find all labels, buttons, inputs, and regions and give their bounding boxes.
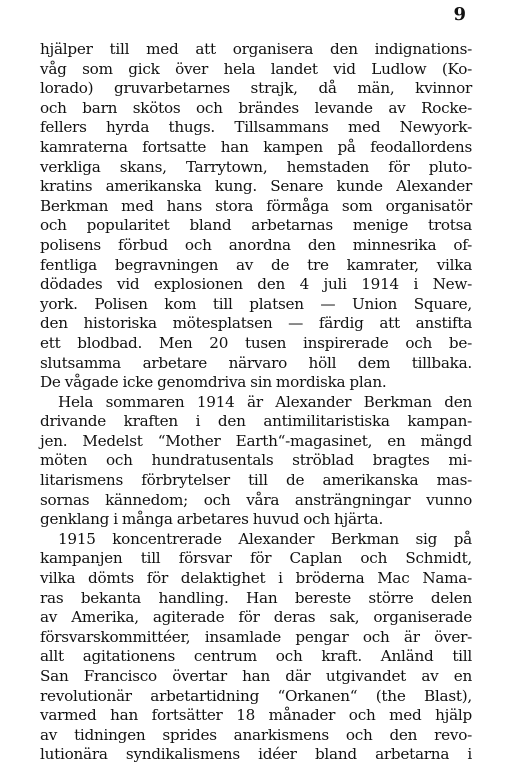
text-line: genklang i många arbetares huvud och hjärta. (40, 510, 384, 529)
text-line: litarismens förbrytelser till de amerikanska mas- (40, 471, 472, 490)
text-line: lorado) gruvarbetarnes strajk, då män, kvinnor (40, 79, 472, 98)
text-line: försvarskommittéer, insamlade pengar och är över- (40, 627, 472, 646)
text-line: kampanjen till försvar för Caplan och Schmidt, (40, 549, 472, 568)
text-line: våg som gick över hela landet vid Ludlow (Ko- (40, 59, 472, 78)
text-line: av tidningen sprides anarkismens och den revo- (40, 725, 472, 744)
text-line: 1915 koncentrerade Alexander Berkman sig på (58, 529, 472, 548)
text-line: den historiska mötesplatsen — färdig att anstifta (40, 314, 472, 333)
text-line: möten och hundratusentals ströblad bragtes mi- (40, 451, 472, 470)
text-line: ett blodbad. Men 20 tusen inspirerade och be- (40, 333, 472, 352)
text-line: jen. Medelst “Mother Earth“-magasinet, en mängd (40, 431, 472, 450)
text-line: drivande kraften i den antimilitaristiska kampan- (40, 412, 472, 431)
text-line: ras bekanta handling. Han bereste större delen (40, 588, 472, 607)
text-line: av Amerika, agiterade för deras sak, organiserade (40, 608, 472, 627)
text-line: San Francisco övertar han där utgivandet av en (40, 667, 472, 685)
text-line: Berkman med hans stora förmåga som organisatör (40, 196, 472, 215)
text-line: Hela sommaren 1914 är Alexander Berkman den (58, 392, 472, 411)
text-line: kamraterna fortsatte han kampen på feodallordens (40, 137, 472, 156)
text-line: york. Polisen kom till platsen — Union Square, (40, 294, 472, 313)
text-line: De vågade icke genomdriva sin mordiska plan. (40, 373, 387, 392)
text-line: sornas kännedom; och våra ansträngningar vunno (40, 490, 472, 509)
text-line: allt agitationens centrum och kraft. Anländ till (40, 647, 472, 666)
text-line: dödades vid explosionen den 4 juli 1914 i New- (40, 275, 472, 294)
page-number: 9 (453, 4, 466, 25)
text-line: revolutionär arbetartidning “Orkanen“ (the Blast), (40, 686, 472, 705)
text-line: och popularitet bland arbetarnas menige trotsa (40, 216, 472, 235)
text-line: verkliga skans, Tarrytown, hemstaden för pluto- (40, 157, 472, 176)
text-line: fentliga begravningen av de tre kamrater, vilka (40, 255, 472, 274)
text-line: vilka dömts för delaktighet i bröderna Mac Nama- (40, 569, 472, 588)
text-line: varmed han fortsätter 18 månader och med hjälp (40, 706, 472, 725)
body-text (40, 40, 472, 765)
text-line: polisens förbud och anordna den minnesrika of- (40, 235, 472, 254)
text-line: fellers hyrda thugs. Tillsammans med Newyork- (40, 118, 472, 137)
text-line: lutionära syndikalismens idéer bland arbetarna i (40, 745, 472, 764)
text-line: slutsamma arbetare närvaro höll dem tillbaka. (40, 353, 472, 372)
text-line: kratins amerikanska kung. Senare kunde Alexander (40, 177, 472, 196)
text-line: och barn skötos och brändes levande av Rocke- (40, 98, 472, 117)
text-line: hjälper till med att organisera den indignations- (40, 40, 472, 58)
